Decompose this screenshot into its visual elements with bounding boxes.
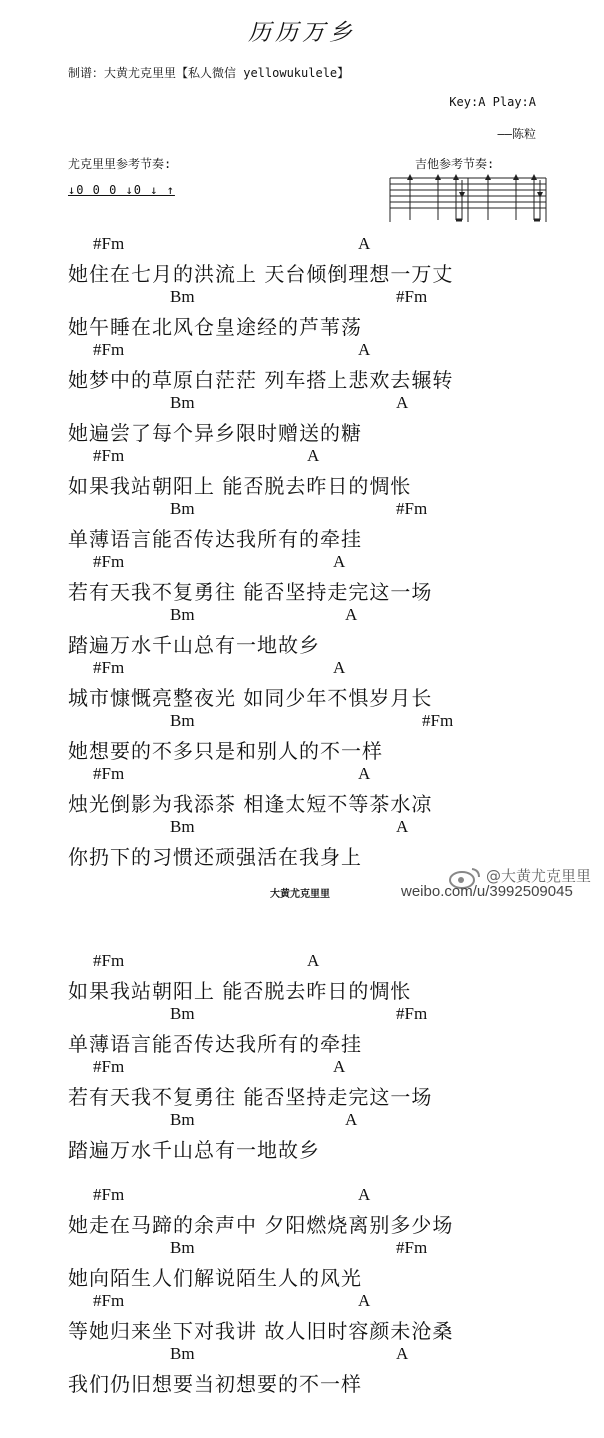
guitar-rhythm-label: 吉他参考节奏: [415, 157, 495, 171]
chord-label: #Fm [396, 1004, 428, 1023]
chord-label: #Fm [396, 1238, 428, 1257]
chord-label: #Fm [93, 658, 125, 677]
lyric-line: 她走在马蹄的余声中 夕阳燃烧离别多少场 [68, 1213, 454, 1237]
chord-label: A [358, 1185, 371, 1204]
lyric-line: 等她归来坐下对我讲 故人旧时容颜未沧桑 [68, 1319, 454, 1343]
lyric-line: 踏遍万水千山总有一地故乡 [68, 633, 320, 657]
lyric-line: 你扔下的习惯还顽强活在我身上 [68, 845, 362, 869]
chord-label: Bm [170, 605, 195, 624]
lyric-line: 单薄语言能否传达我所有的牵挂 [68, 527, 362, 551]
chord-label: A [358, 340, 371, 359]
chord-label: Bm [170, 711, 195, 730]
lyric-line: 她向陌生人们解说陌生人的风光 [68, 1266, 362, 1290]
watermark-text: 大黄尤克里里 [270, 889, 330, 900]
lyric-line: 烛光倒影为我添茶 相逢太短不等茶水凉 [68, 792, 433, 816]
singer-name: ——陈粒 [497, 127, 536, 141]
chord-label: #Fm [93, 1057, 125, 1076]
lyric-line: 踏遍万水千山总有一地故乡 [68, 1138, 320, 1162]
song-title: 历历万乡 [248, 20, 356, 46]
chord-label: Bm [170, 393, 195, 412]
chord-label: A [396, 1344, 409, 1363]
chord-label: #Fm [93, 552, 125, 571]
chord-label: A [396, 393, 409, 412]
chord-label: A [396, 817, 409, 836]
chord-label: #Fm [396, 499, 428, 518]
chord-label: A [358, 234, 371, 253]
chord-label: Bm [170, 1238, 195, 1257]
lyric-line: 她午睡在北风仓皇途经的芦苇荡 [68, 315, 362, 339]
chord-label: #Fm [93, 340, 125, 359]
guitar-rhythm-staff [388, 170, 548, 228]
ukulele-rhythm-label: 尤克里里参考节奏: [68, 157, 172, 171]
chord-label: A [345, 1110, 358, 1129]
lyric-line: 城市慷慨亮整夜光 如同少年不惧岁月长 [68, 686, 433, 710]
chord-label: A [333, 1057, 346, 1076]
chord-label: A [333, 658, 346, 677]
chord-label: #Fm [93, 1291, 125, 1310]
chord-label: #Fm [93, 1185, 125, 1204]
chord-label: #Fm [93, 951, 125, 970]
lyric-line: 如果我站朝阳上 能否脱去昨日的惆怅 [68, 979, 412, 1003]
chord-label: Bm [170, 817, 195, 836]
weibo-url: weibo.com/u/3992509045 [401, 883, 573, 900]
lyric-line: 如果我站朝阳上 能否脱去昨日的惆怅 [68, 474, 412, 498]
lyric-line: 我们仍旧想要当初想要的不一样 [68, 1372, 362, 1396]
chord-label: Bm [170, 499, 195, 518]
ukulele-rhythm-pattern: ↓0 0 0 ↓0 ↓ ↑ [68, 183, 175, 197]
chord-label: #Fm [422, 711, 454, 730]
lyric-line: 她住在七月的洪流上 天台倾倒理想一万丈 [68, 262, 454, 286]
lyric-line: 她遍尝了每个异乡限时赠送的糖 [68, 421, 362, 445]
lyric-line: 她想要的不多只是和别人的不一样 [68, 739, 383, 763]
chord-label: Bm [170, 1110, 195, 1129]
chord-label: #Fm [93, 446, 125, 465]
chord-label: A [307, 446, 320, 465]
lyric-line: 若有天我不复勇往 能否坚持走完这一场 [68, 580, 433, 604]
chord-label: A [345, 605, 358, 624]
chord-label: A [307, 951, 320, 970]
chord-label: #Fm [396, 287, 428, 306]
chord-label: Bm [170, 1344, 195, 1363]
lyric-line: 单薄语言能否传达我所有的牵挂 [68, 1032, 362, 1056]
chord-label: Bm [170, 287, 195, 306]
chord-label: #Fm [93, 764, 125, 783]
lyric-line: 若有天我不复勇往 能否坚持走完这一场 [68, 1085, 433, 1109]
arranger-credit: 制谱：大黄尤克里里【私人微信 yellowukulele】 [68, 66, 350, 80]
chord-label: A [358, 1291, 371, 1310]
key-play: Key:A Play:A [449, 95, 536, 109]
chord-label: A [358, 764, 371, 783]
weibo-handle: @大黄尤克里里 [486, 867, 592, 885]
lyric-line: 她梦中的草原白茫茫 列车搭上悲欢去辗转 [68, 368, 454, 392]
chord-label: #Fm [93, 234, 125, 253]
chord-label: A [333, 552, 346, 571]
chord-label: Bm [170, 1004, 195, 1023]
